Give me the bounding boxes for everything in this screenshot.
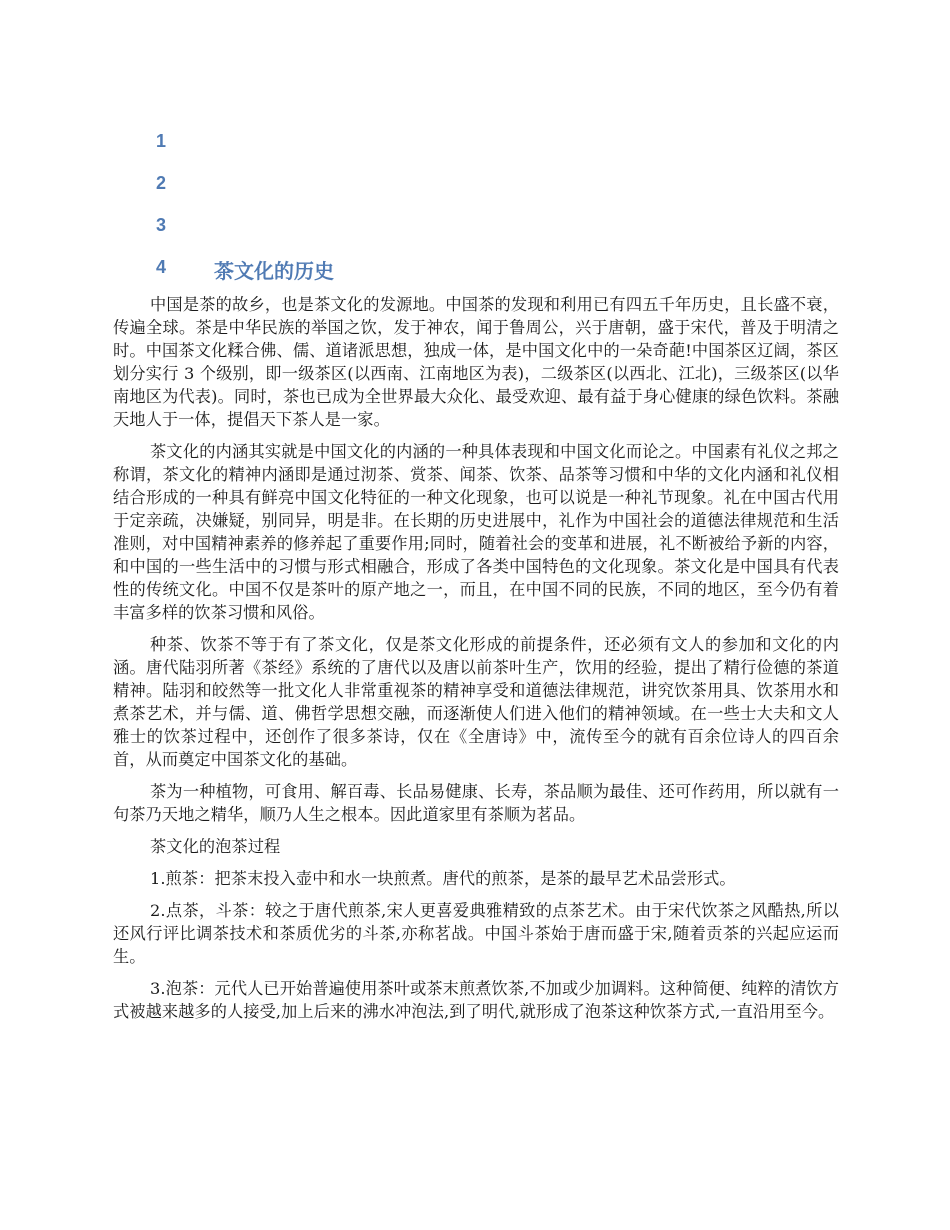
paragraph: 茶为一种植物，可食用、解百毒、长品易健康、长寿，茶品顺为最佳、还可作药用，所以就有一句茶乃天地之精华，顺乃人生之根本。因此道家里有茶顺为茗品。: [113, 782, 839, 824]
outline-number-3: 3: [156, 215, 167, 235]
heading-number: 4: [156, 257, 167, 277]
paragraph: 中国是茶的故乡，也是茶文化的发源地。中国茶的发现和利用已有四五千年历史，且长盛不衰，传遍全球。茶是中华民族的举国之饮，发于神农，闻于鲁周公，兴于唐朝，盛于宋代，普及于明清之时。中国茶文化糅合佛、儒、道诸派思想，独成一体，是中国文化中的一朵奇葩!中国茶区辽阔，茶区划分实行 3 个级别，即一级茶区(以西南、江南地区为表)，二级茶区(以西北、江北)，三级茶区(以华南地区为代表)。同时，茶也已成为全世界最大众化、最受欢迎、最有益于身心健康的绿色饮料。茶融天地人于一体，提倡天下茶人是一家。: [113, 295, 839, 429]
paragraph: 3.泡茶：元代人已开始普遍使用茶叶或茶末煎煮饮茶,不加或少加调料。这种简便、纯粹的清饮方式被越来越多的人接受,加上后来的沸水冲泡法,到了明代,就形成了泡茶这种饮茶方式,一直沿用至今。: [113, 979, 839, 1021]
paragraph: 茶文化的泡茶过程: [150, 837, 281, 856]
paragraph: 2.点茶，斗茶：较之于唐代煎茶,宋人更喜爱典雅精致的点茶艺术。由于宋代饮茶之风酷热,所以还风行评比调茶技术和茶质优劣的斗茶,亦称茗战。中国斗茶始于唐而盛于宋,随着贡茶的兴起应运而生。: [113, 901, 839, 966]
outline-number-1: 1: [156, 131, 167, 151]
outline-number-2: 2: [156, 173, 167, 193]
document-body: [113, 293, 839, 1032]
paragraph: 茶文化的内涵其实就是中国文化的内涵的一种具体表现和中国文化而论之。中国素有礼仪之邦之称谓，茶文化的精神内涵即是通过沏茶、赏茶、闻茶、饮茶、品茶等习惯和中华的文化内涵和礼仪相结合形成的一种具有鲜亮中国文化特征的一种文化现象，也可以说是一种礼节现象。礼在中国古代用于定亲疏，决嫌疑，别同异，明是非。在长期的历史进展中，礼作为中国社会的道德法律规范和生活准则，对中国精神素养的修养起了重要作用;同时，随着社会的变革和进展，礼不断被给予新的内容，和中国的一些生活中的习惯与形式相融合，形成了各类中国特色的文化现象。茶文化是中国具有代表性的传统文化。中国不仅是茶叶的原产地之一，而且，在中国不同的民族，不同的地区，至今仍有着丰富多样的饮茶习惯和风俗。: [113, 442, 839, 622]
paragraph: 种茶、饮茶不等于有了茶文化，仅是茶文化形成的前提条件，还必须有文人的参加和文化的内涵。唐代陆羽所著《茶经》系统的了唐代以及唐以前茶叶生产，饮用的经验，提出了精行俭德的茶道精神。陆羽和皎然等一批文化人非常重视茶的精神享受和道德法律规范，讲究饮茶用具、饮茶用水和煮茶艺术，并与儒、道、佛哲学思想交融，而逐渐使人们进入他们的精神领域。在一些士大夫和文人雅士的饮茶过程中，还创作了很多茶诗，仅在《全唐诗》中，流传至今的就有百余位诗人的四百余首，从而奠定中国茶文化的基础。: [113, 635, 839, 769]
section-heading: 茶文化的历史: [214, 259, 334, 283]
paragraph: 1.煎茶：把茶末投入壶中和水一块煎煮。唐代的煎茶，是茶的最早艺术品尝形式。: [150, 869, 736, 888]
